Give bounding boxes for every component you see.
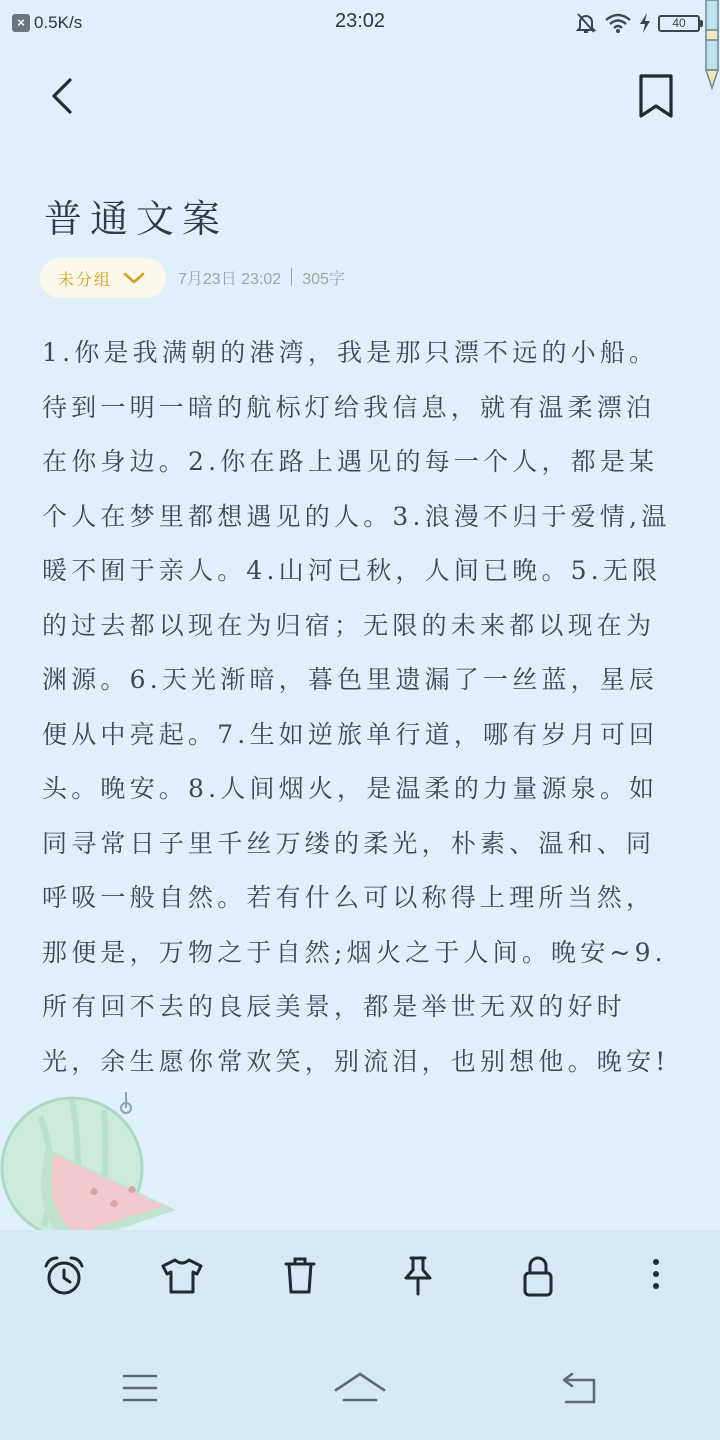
- network-speed: 0.5K/s: [34, 13, 83, 32]
- bottom-toolbar: [0, 1230, 720, 1328]
- delete-button[interactable]: [276, 1252, 324, 1300]
- meta-divider: [291, 268, 292, 286]
- note-date: 7月23日 23:02: [178, 270, 282, 288]
- network-speed-icon: ×: [12, 14, 30, 32]
- reminder-button[interactable]: [40, 1252, 88, 1300]
- note-body[interactable]: 1.你是我满朝的港湾，我是那只漂不远的小船。待到一明一暗的航标灯给我信息，就有温柔漂泊在你身边。2.你在路上遇见的每一个人，都是某个人在梦里都想遇见的人。3.浪漫不归于爱情,温暖不囿于亲人。4.山河已秋，人间已晚。5.无限的过去都以现在为归宿；无限的未来都以现在为渊源。6.天光渐暗，暮色里遗漏了一丝蓝，星辰便从中亮起。7.生如逆旅单行道，哪有岁月可回头。晚安。8.人间烟火，是温柔的力量源泉。如同寻常日子里千丝万缕的柔光，朴素、温和、同呼吸一般自然。若有什么可以称得上理所当然，那便是，万物之于自然;烟火之于人间。晚安~9.所有回不去的良辰美景，都是举世无双的好时光，余生愿你常欢笑，别流泪，也别想他。晚安!: [42, 338, 671, 1076]
- status-right: [574, 10, 700, 36]
- alarm-clock-icon: [40, 1252, 88, 1300]
- lock-icon: [514, 1252, 562, 1300]
- navigation-bar: [0, 1328, 720, 1440]
- lock-button[interactable]: [514, 1252, 562, 1300]
- menu-icon: [110, 1366, 170, 1410]
- charging-icon: [638, 12, 652, 34]
- bookmark-icon: [632, 70, 680, 122]
- nav-menu-button[interactable]: [110, 1366, 170, 1410]
- battery-icon: 40: [658, 15, 700, 32]
- note-title[interactable]: 普通文案: [44, 197, 229, 241]
- nav-back-button[interactable]: [550, 1366, 610, 1410]
- bookmark-button[interactable]: [632, 70, 680, 122]
- pencil-decoration-icon: [700, 0, 720, 90]
- more-vertical-icon: [632, 1252, 680, 1300]
- pin-button[interactable]: [394, 1252, 442, 1300]
- home-icon: [330, 1366, 390, 1410]
- status-bar: [0, 0, 720, 46]
- status-left: [12, 12, 82, 34]
- group-selector[interactable]: [40, 258, 166, 298]
- pin-icon: [394, 1252, 442, 1300]
- chevron-left-icon: [40, 72, 88, 120]
- back-button[interactable]: [40, 72, 88, 120]
- back-icon: [550, 1366, 610, 1410]
- theme-button[interactable]: [158, 1252, 206, 1300]
- chevron-down-icon: [122, 270, 146, 286]
- group-label: 未分组: [58, 269, 113, 289]
- more-button[interactable]: [632, 1252, 680, 1300]
- notification-off-icon: [574, 11, 598, 35]
- status-time: 23:02: [334, 10, 386, 32]
- note-meta: [178, 266, 345, 288]
- word-count: 305字: [302, 270, 345, 288]
- shirt-icon: [158, 1252, 206, 1300]
- trash-icon: [276, 1252, 324, 1300]
- wifi-icon: [604, 12, 632, 34]
- nav-home-button[interactable]: [330, 1366, 390, 1410]
